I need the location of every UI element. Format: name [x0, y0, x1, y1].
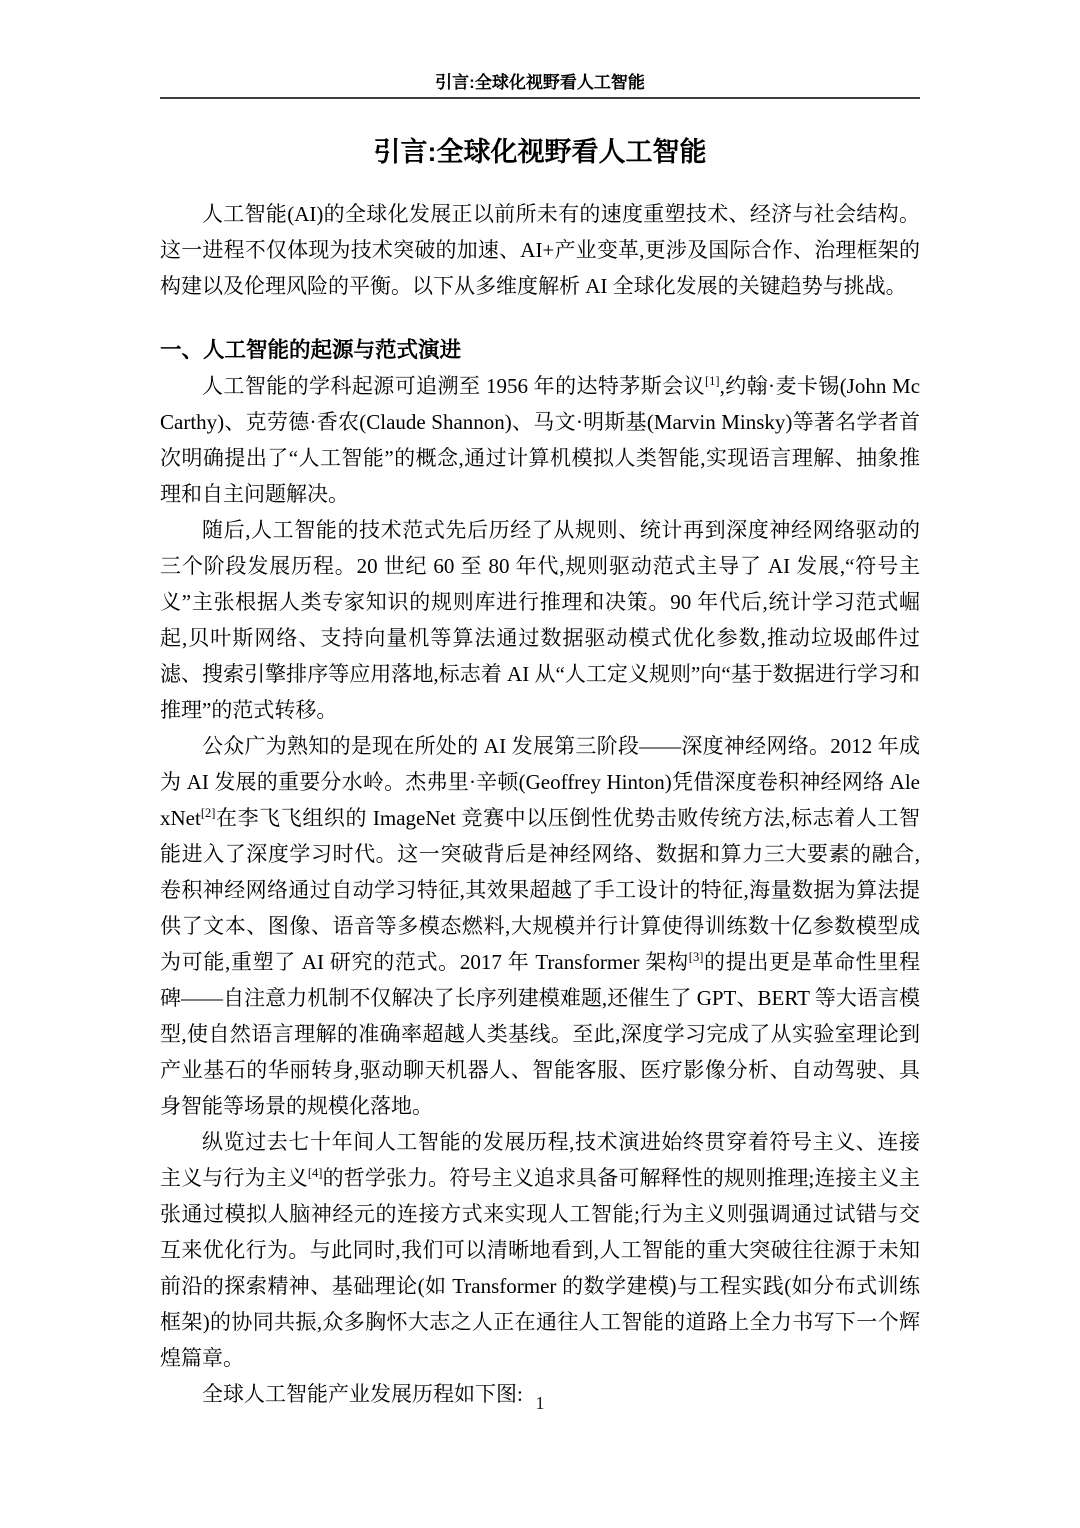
text-run: 的哲学张力。符号主义追求具备可解释性的规则推理;连接主义主张通过模拟人脑神经元的连接方式来实现人工智能;行为主义则强调通过试错与交互来优化行为。与此同时,我们可以清晰地看到,人工智能的重大突破往往源于未知前沿的探索精神、基础理论(如 Transformer 的数学建模)与工程实践(如分布式训练框架)的协同共振,众多胸怀大志之人正在通往人工智能的道路上全力书写下一个辉煌篇章。: [160, 1166, 920, 1370]
paragraph: [160, 728, 920, 1124]
page-header: [160, 72, 920, 99]
footnote-ref: [4]: [307, 1166, 323, 1180]
text-run: 在李飞飞组织的 ImageNet 竞赛中以压倒性优势击败传统方法,标志着人工智能进入了深度学习时代。这一突破背后是神经网络、数据和算力三大要素的融合,卷积神经网络通过自动学习特征,其效果超越了手工设计的特征,海量数据为算法提供了文本、图像、语音等多模态燃料,大规模并行计算使得训练数十亿参数模型成为可能,重塑了 AI 研究的范式。2017 年 Transformer 架构: [160, 806, 920, 974]
page-number: 1: [535, 1393, 545, 1413]
document-title: 引言:全球化视野看人工智能: [373, 137, 707, 167]
paragraph: [160, 1124, 920, 1376]
paragraph: [160, 368, 920, 512]
paragraph: [160, 512, 920, 728]
document-body: [160, 131, 920, 1412]
footnote-ref: [1]: [704, 374, 720, 388]
text-run: 全球人工智能产业发展历程如下图:: [202, 1382, 523, 1406]
text-run: 人工智能(AI)的全球化发展正以前所未有的速度重塑技术、经济与社会结构。这一进程不仅体现为技术突破的加速、AI+产业变革,更涉及国际合作、治理框架的构建以及伦理风险的平衡。以下从多维度解析 AI 全球化发展的关键趋势与挑战。: [160, 202, 920, 298]
header-text: 引言:全球化视野看人工智能: [435, 73, 645, 92]
text-run: 随后,人工智能的技术范式先后历经了从规则、统计再到深度神经网络驱动的三个阶段发展历程。20 世纪 60 至 80 年代,规则驱动范式主导了 AI 发展,“符号主义”主张根据人类专家知识的规则库进行推理和决策。90 年代后,统计学习范式崛起,贝叶斯网络、支持向量机等算法通过数据驱动模式优化参数,推动垃圾邮件过滤、搜索引擎排序等应用落地,标志着 AI 从“人工定义规则”向“基于数据进行学习和推理”的范式转移。: [160, 518, 920, 722]
text-run: 人工智能的学科起源可追溯至 1956 年的达特茅斯会议: [202, 374, 705, 398]
text-run: 公众广为熟知的是现在所处的 AI 发展第三阶段——深度神经网络。2012 年成为 AI 发展的重要分水岭。杰弗里·辛顿(Geoffrey Hinton)凭借深度卷积神经网络 AlexNet: [160, 734, 920, 830]
footnote-ref: [2]: [200, 806, 216, 820]
paragraph-container: [160, 196, 920, 1412]
footnote-ref: [3]: [688, 950, 704, 964]
text-run: ,约翰·麦卡锡(John McCarthy)、克劳德·香农(Claude Shannon)、马文·明斯基(Marvin Minsky)等著名学者首次明确提出了“人工智能”的概念,通过计算机模拟人类智能,实现语言理解、抽象推理和自主问题解决。: [160, 374, 921, 506]
text-run: 的提出更是革命性里程碑——自注意力机制不仅解决了长序列建模难题,还催生了 GPT、BERT 等大语言模型,使自然语言理解的准确率超越人类基线。至此,深度学习完成了从实验室理论到产业基石的华丽转身,驱动聊天机器人、智能客服、医疗影像分析、自动驾驶、具身智能等场景的规模化落地。: [160, 950, 921, 1118]
text-run: 一、人工智能的起源与范式演进: [160, 338, 462, 362]
text-run: 纵览过去七十年间人工智能的发展历程,技术演进始终贯穿着符号主义、连接主义与行为主义: [160, 1130, 920, 1190]
section-heading: [160, 332, 920, 368]
paragraph: [160, 196, 920, 304]
